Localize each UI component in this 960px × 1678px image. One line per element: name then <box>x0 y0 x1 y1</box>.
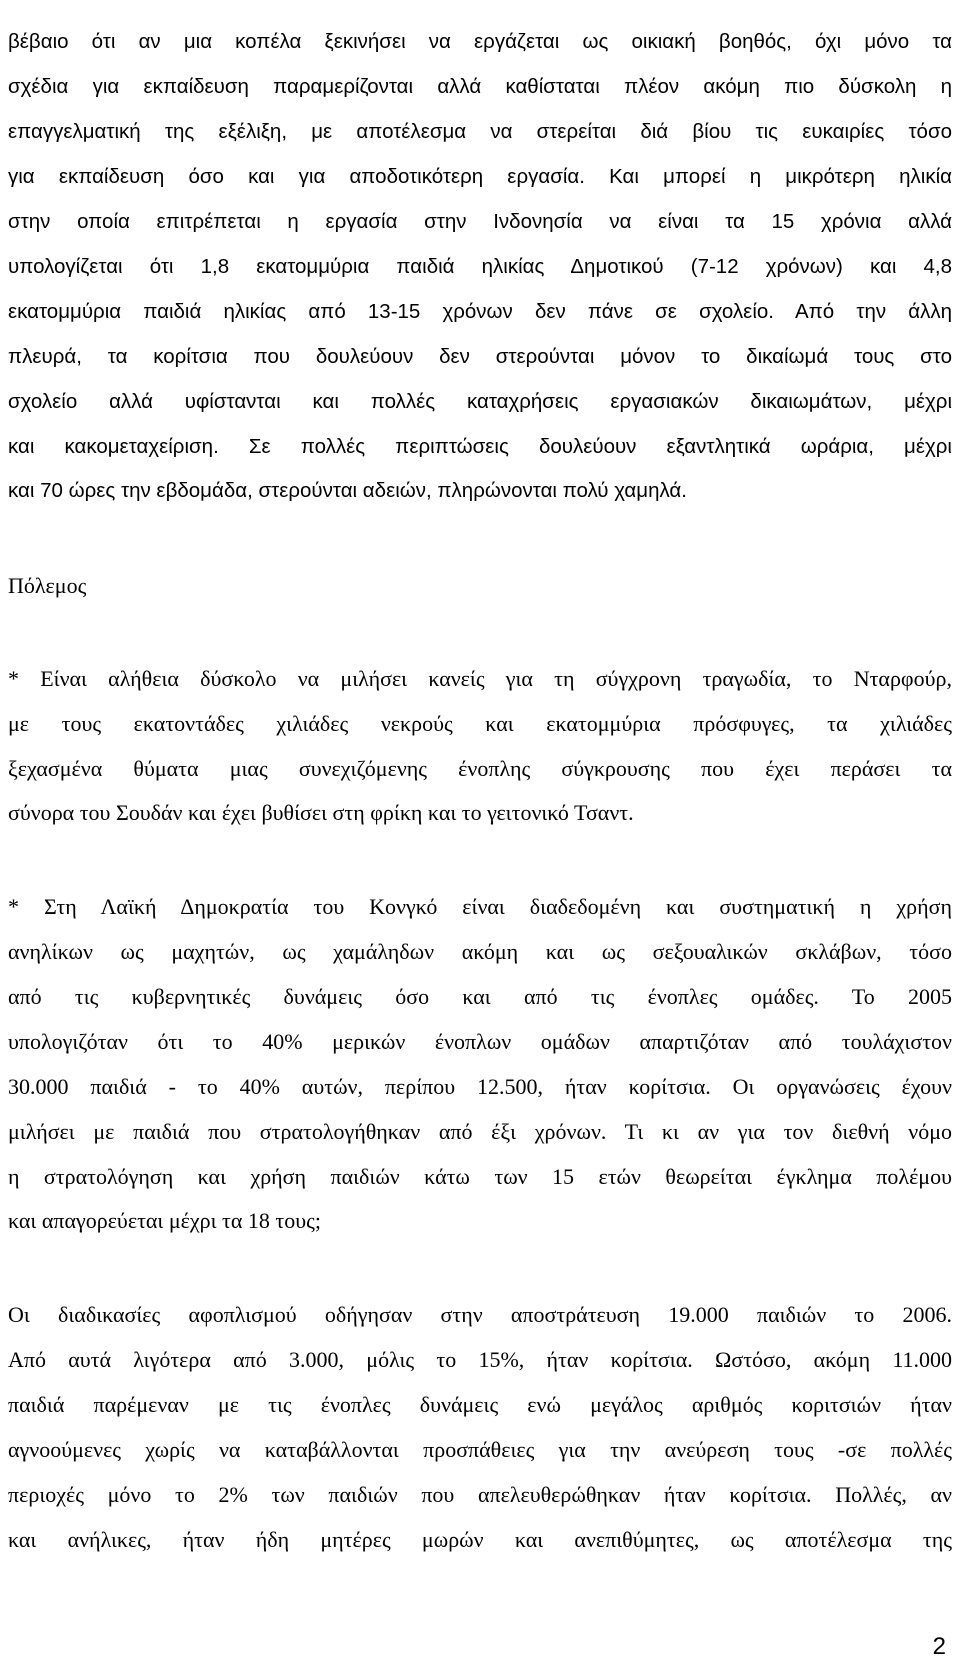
text-line: εκατομμύρια παιδιά ηλικίας από 13-15 χρόνων δεν πάνε σε σχολείο. Από την άλλη <box>8 300 952 323</box>
text-line: υπολογιζόταν ότι το 40% μερικών ένοπλων ομάδων απαρτιζόταν από τουλάχιστον <box>8 1029 952 1054</box>
text-line: από τις κυβερνητικές δυνάμεις όσο και από τις ένοπλες ομάδες. Το 2005 <box>8 984 952 1009</box>
text-line: με τους εκατοντάδες χιλιάδες νεκρούς και εκατομμύρια πρόσφυγες, τα χιλιάδες <box>8 711 952 736</box>
text-line: ανηλίκων ως μαχητών, ως χαμάληδων ακόμη και ως σεξουαλικών σκλάβων, τόσο <box>8 939 952 964</box>
text-line: αγνοούμενες χωρίς να καταβάλλονται προσπάθειες για την ανεύρεση τους -σε πολλές <box>8 1437 952 1462</box>
text-line: μιλήσει με παιδιά που στρατολογήθηκαν από έξι χρόνων. Τι κι αν για τον διεθνή νόμο <box>8 1119 952 1144</box>
section-heading: Πόλεμος <box>8 573 87 598</box>
text-line: υπολογίζεται ότι 1,8 εκατομμύρια παιδιά ηλικίας Δημοτικού (7-12 χρόνων) και 4,8 <box>8 255 952 278</box>
text-line: και απαγορεύεται μέχρι τα 18 τους; <box>8 1208 321 1233</box>
text-line: και κακομεταχείριση. Σε πολλές περιπτώσεις δουλεύουν εξαντλητικά ωράρια, μέχρι <box>8 435 952 458</box>
text-line: * Στη Λαϊκή Δημοκρατία του Κονγκό είναι διαδεδομένη και συστηματική η χρήση <box>8 894 952 919</box>
text-line: 30.000 παιδιά - το 40% αυτών, περίπου 12.500, ήταν κορίτσια. Οι οργανώσεις έχουν <box>8 1074 952 1099</box>
text-line: σχολείο αλλά υφίστανται και πολλές καταχρήσεις εργασιακών δικαιωμάτων, μέχρι <box>8 390 952 413</box>
text-line: Οι διαδικασίες αφοπλισμού οδήγησαν στην αποστράτευση 19.000 παιδιών το 2006. <box>8 1302 952 1327</box>
text-line: επαγγελματική της εξέλιξη, με αποτέλεσμα να στερείται διά βίου τις ευκαιρίες τόσο <box>8 120 952 143</box>
text-line: στην οποία επιτρέπεται η εργασία στην Ινδονησία να είναι τα 15 χρόνια αλλά <box>8 210 952 233</box>
text-line: σύνορα του Σουδάν και έχει βυθίσει στη φρίκη και το γειτονικό Τσαντ. <box>8 800 634 825</box>
text-line: για εκπαίδευση όσο και για αποδοτικότερη εργασία. Και μπορεί η μικρότερη ηλικία <box>8 165 952 188</box>
text-line: πλευρά, τα κορίτσια που δουλεύουν δεν στερούνται μόνον το δικαίωμά τους στο <box>8 345 952 368</box>
text-line: σχέδια για εκπαίδευση παραμερίζονται αλλά καθίσταται πλέον ακόμη πιο δύσκολη η <box>8 75 952 98</box>
text-line: * Είναι αλήθεια δύσκολο να μιλήσει κανείς για τη σύγχρονη τραγωδία, το Νταρφούρ, <box>8 666 952 691</box>
text-line: βέβαιο ότι αν μια κοπέλα ξεκινήσει να εργάζεται ως οικιακή βοηθός, όχι μόνο τα <box>8 30 952 53</box>
text-line: ξεχασμένα θύματα μιας συνεχιζόμενης ένοπλης σύγκρουσης που έχει περάσει τα <box>8 756 952 781</box>
text-line: η στρατολόγηση και χρήση παιδιών κάτω των 15 ετών θεωρείται έγκλημα πολέμου <box>8 1164 952 1189</box>
text-line: και 70 ώρες την εβδομάδα, στερούνται αδειών, πληρώνονται πολύ χαμηλά. <box>8 479 687 502</box>
text-line: και ανήλικες, ήταν ήδη μητέρες μωρών και ανεπιθύμητες, ως αποτέλεσμα της <box>8 1527 952 1552</box>
text-line: Από αυτά λιγότερα από 3.000, μόλις το 15%, ήταν κορίτσια. Ωστόσο, ακόμη 11.000 <box>8 1347 952 1372</box>
page-number: 2 <box>932 1633 946 1660</box>
text-line: περιοχές μόνο το 2% των παιδιών που απελευθερώθηκαν ήταν κορίτσια. Πολλές, αν <box>8 1482 952 1507</box>
text-line: παιδιά παρέμεναν με τις ένοπλες δυνάμεις ενώ μεγάλος αριθμός κοριτσιών ήταν <box>8 1392 952 1417</box>
